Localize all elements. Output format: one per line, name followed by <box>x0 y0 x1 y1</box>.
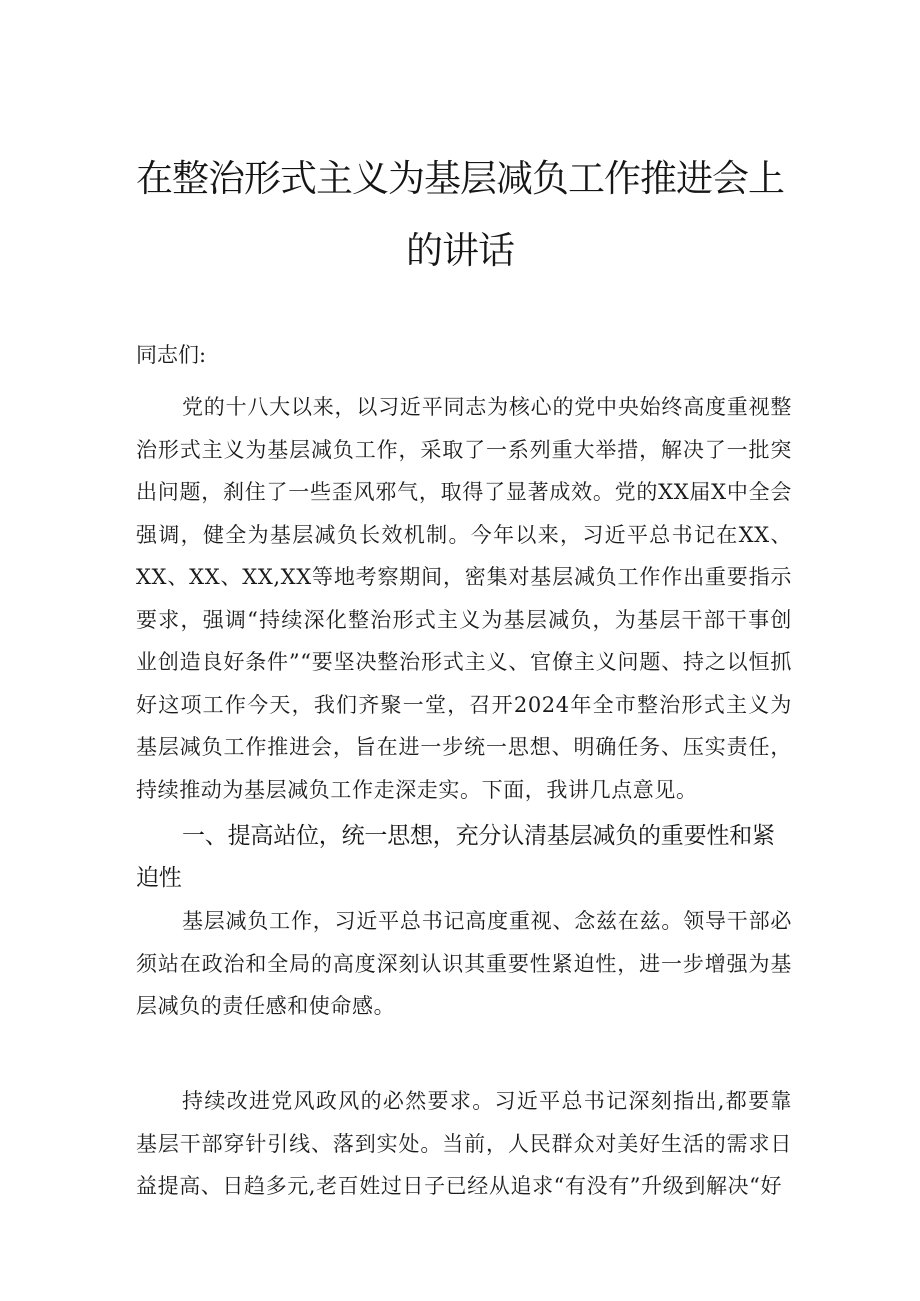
section-heading-1: 一、提高站位，统一思想，充分认清基层减负的重要性和紧迫性 <box>136 823 775 891</box>
paragraph-intro: 党的十八大以来，以习近平同志为核心的党中央始终高度重视整治形式主义为基层减负工作，采取了一系列重大举措，解决了一批突出问题，刹住了一些歪风邪气，取得了显著成效。党的XX届X中全会强调，健全为基层减负长效机制。今年以来，习近平总书记在XX、XX、XX、XX,XX等地考察期间，密集对基层减负工作作出重要指示要求，强调“持续深化整治形式主义为基层减负，为基层干部干事创业创造良好条件”“要坚决整治形式主义、官僚主义问题、持之以恒抓好这项工作今天，我们齐聚一堂，召开2024年全市整治形式主义为基层减负工作推进会，旨在进一步统一思想、明确任务、压实责任，持续推动为基层减负工作走深走实。下面，我讲几点意见。 <box>136 395 792 802</box>
document-title-line-2: 的讲话 <box>406 229 514 272</box>
salutation: 同志们: <box>136 343 207 367</box>
paragraph-section-1-intro: 基层减负工作，习近平总书记高度重视、念兹在兹。领导干部必须站在政治和全局的高度深刻认识其重要性紧迫性，进一步增强为基层减负的责任感和使命感。 <box>136 909 792 1018</box>
paragraph-section-1-point-1: 持续改进党风政风的必然要求。习近平总书记深刻指出,都要靠基层干部穿针引线、落到实处。当前，人民群众对美好生活的需求日益提高、日趋多元,老百姓过日子已经从追求“有没有”升级到解决“好 <box>136 1089 792 1198</box>
document-title-line-1: 在整治形式主义为基层减负工作推进会上 <box>136 157 784 200</box>
